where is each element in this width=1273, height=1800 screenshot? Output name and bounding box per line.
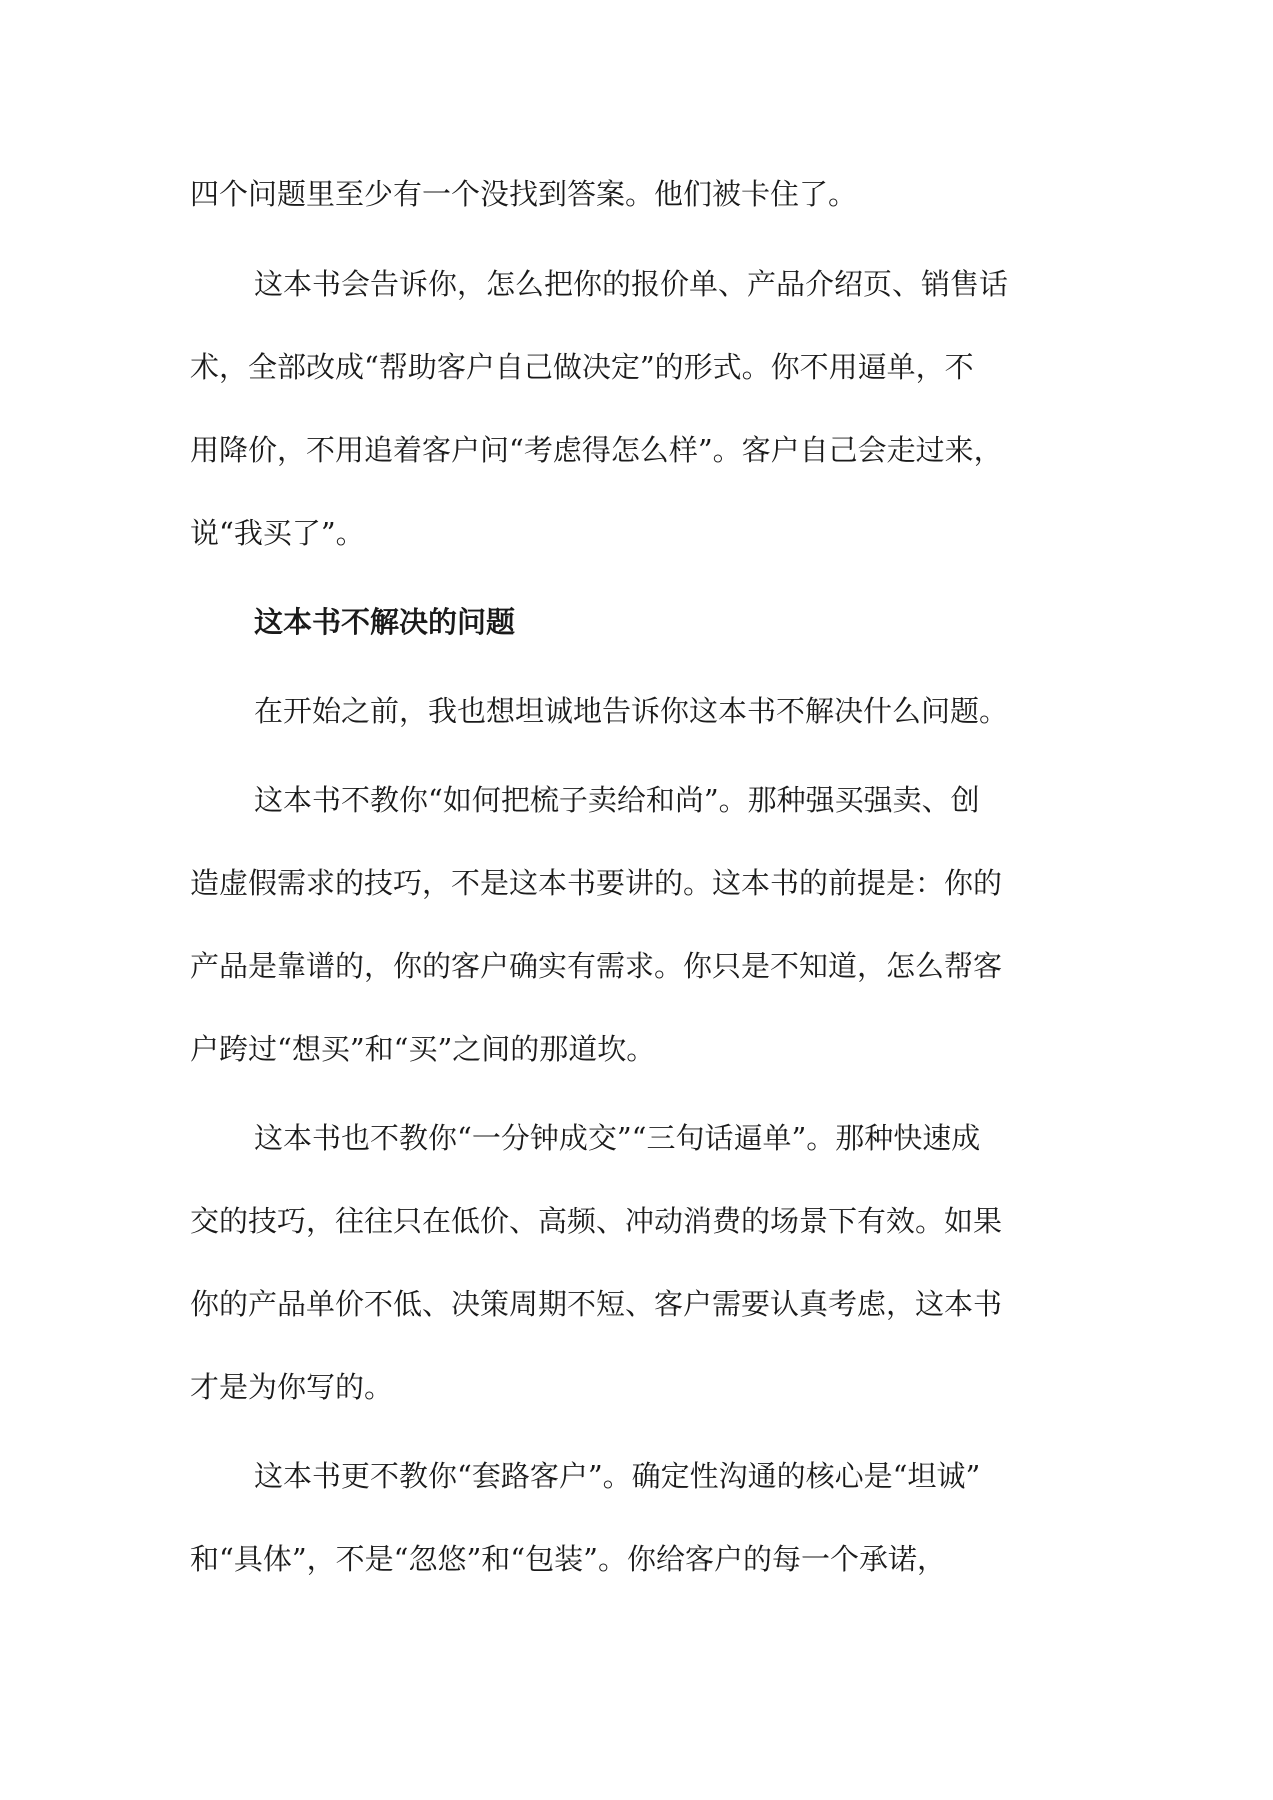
text-line: 才是为你写的。	[190, 1370, 394, 1404]
text-line: 造虚假需求的技巧，不是这本书要讲的。这本书的前提是：你的	[190, 866, 1003, 900]
paragraph-first-line: 这本书也不教你“一分钟成交”“三句话逼单”。那种快速成	[254, 1121, 981, 1155]
text-line: 产品是靠谱的，你的客户确实有需求。你只是不知道，怎么帮客	[190, 949, 1003, 983]
text-line: 户跨过“想买”和“买”之间的那道坎。	[190, 1032, 656, 1066]
text-line: 交的技巧，往往只在低价、高频、冲动消费的场景下有效。如果	[190, 1204, 1003, 1238]
text-line: 术，全部改成“帮助客户自己做决定”的形式。你不用逼单，不	[190, 350, 974, 384]
paragraph-first-line: 在开始之前，我也想坦诚地告诉你这本书不解决什么问题。	[254, 694, 1009, 728]
paragraph-first-line: 这本书更不教你“套路客户”。确定性沟通的核心是“坦诚”	[254, 1459, 981, 1493]
text-line: 用降价，不用追着客户问“考虑得怎么样”。客户自己会走过来，	[190, 433, 1003, 467]
text-line: 说“我买了”。	[190, 516, 365, 550]
text-line: 和“具体”，不是“忽悠”和“包装”。你给客户的每一个承诺，	[190, 1542, 946, 1576]
text-line: 你的产品单价不低、决策周期不短、客户需要认真考虑，这本书	[190, 1287, 1003, 1321]
section-heading: 这本书不解决的问题	[254, 605, 516, 639]
text-line: 四个问题里至少有一个没找到答案。他们被卡住了。	[190, 177, 858, 211]
paragraph-first-line: 这本书会告诉你，怎么把你的报价单、产品介绍页、销售话	[254, 267, 1009, 301]
paragraph-first-line: 这本书不教你“如何把梳子卖给和尚”。那种强买强卖、创	[254, 783, 980, 817]
